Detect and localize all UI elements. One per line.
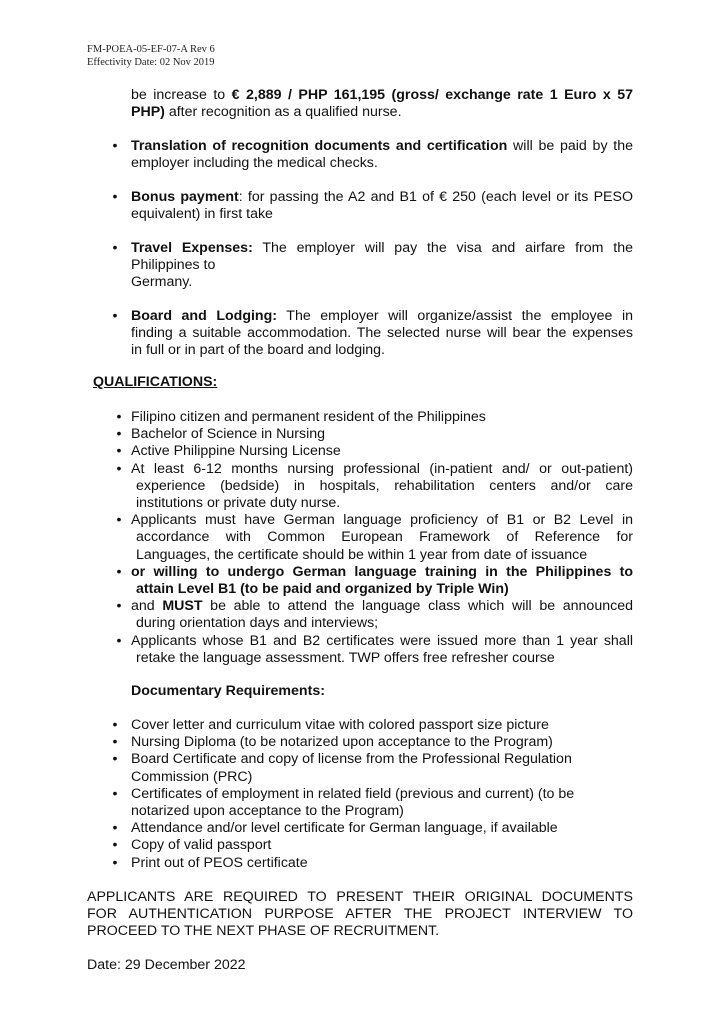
benefit-travel: • Travel Expenses: The employer will pay the visa and airfare from the Philippines to Germany. [131, 240, 633, 292]
bullet-icon: • [116, 460, 122, 477]
bullet-icon: • [112, 189, 118, 205]
list-item: • and MUST be able to attend the language class which will be announced during orientation days and interviews; [131, 598, 633, 632]
list-item: • Active Philippine Nursing License [131, 443, 633, 460]
qualifications-list [116, 409, 633, 667]
effectivity-date: Effectivity Date: 02 Nov 2019 [87, 57, 215, 68]
list-item: • Certificates of employment in related field (previous and current) (to be notarized upon acceptance to the Program) [131, 786, 633, 820]
salary-paragraph: be increase to € 2,889 / PHP 161,195 (gross/ exchange rate 1 Euro x 57 PHP) after recognition as a qualified nurse. [131, 87, 633, 121]
benefit-bonus: • Bonus payment: for passing the A2 and B1 of € 250 (each level or its PESO equivalent) in first take [131, 189, 633, 223]
bullet-icon: • [116, 443, 122, 460]
bullet-icon: • [116, 409, 122, 425]
bullet-icon: • [112, 785, 118, 802]
documentary-requirements-title: Documentary Requirements: [131, 683, 325, 699]
bullet-icon: • [112, 734, 118, 751]
bullet-icon: • [112, 138, 118, 154]
bullet-icon: • [116, 632, 122, 649]
list-item: • Cover letter and curriculum vitae with colored passport size picture [131, 717, 633, 734]
bullet-icon: • [116, 598, 122, 615]
form-header [87, 43, 215, 69]
list-item: • Bachelor of Science in Nursing [131, 426, 633, 443]
bullet-icon: • [112, 854, 118, 871]
salary-amount: € 2,889 / PHP 161,195 (gross/ exchange rate 1 Euro x 57 [231, 87, 633, 103]
benefit-board-lodging: • Board and Lodging: The employer will organize/assist the employee in finding a suitable accommodation. The selected nurse will bear the expenses in full or in part of the board and lodging. [131, 308, 633, 360]
list-item: • Copy of valid passport [131, 837, 633, 854]
bullet-icon: • [112, 837, 118, 854]
bullet-icon: • [116, 563, 122, 580]
list-item: • Print out of PEOS certificate [131, 855, 633, 872]
bullet-icon: • [116, 512, 122, 529]
list-item: • At least 6-12 months nursing professional (in-patient and/ or out-patient) experience (bedside) in hospitals, rehabilitation centers and/or care institutions or private duty nurse. [131, 461, 633, 513]
form-code: FM-POEA-05-EF-07-A Rev 6 [87, 44, 215, 55]
bullet-icon: • [112, 717, 118, 733]
list-item: • Filipino citizen and permanent resident of the Philippines [131, 409, 633, 426]
bullet-icon: • [112, 308, 118, 324]
documents-list [112, 717, 633, 872]
bullet-icon: • [116, 426, 122, 443]
bullet-icon: • [112, 820, 118, 837]
document-date: Date: 29 December 2022 [87, 957, 246, 973]
qualifications-title: QUALIFICATIONS: [93, 374, 218, 390]
list-item: • or willing to undergo German language training in the Philippines to attain Level B1 (to be paid and organized by Triple Win) [131, 564, 633, 598]
list-item: • Attendance and/or level certificate for German language, if available [131, 820, 633, 837]
list-item: • Nursing Diploma (to be notarized upon acceptance to the Program) [131, 734, 633, 751]
bullet-icon: • [112, 240, 118, 256]
list-item: • Applicants whose B1 and B2 certificates were issued more than 1 year shall retake the language assessment. TWP offers free refresher course [131, 633, 633, 667]
list-item: • Board Certificate and copy of license from the Professional Regulation Commission (PRC) [131, 751, 633, 785]
applicant-notice: APPLICANTS ARE REQUIRED TO PRESENT THEIR ORIGINAL DOCUMENTS FOR AUTHENTICATION PURPOSE AFTER THE PROJECT INTERVIEW TO PROCEED TO THE NEXT PHASE OF RECRUITMENT. [87, 889, 633, 940]
list-item: • Applicants must have German language proficiency of B1 or B2 Level in accordance with Common European Framework of Reference for Languages, the certificate should be within 1 year from date of issuance [131, 512, 633, 564]
bullet-icon: • [112, 751, 118, 768]
benefit-translation: • Translation of recognition documents and certification will be paid by the employer including the medical checks. [131, 138, 633, 172]
